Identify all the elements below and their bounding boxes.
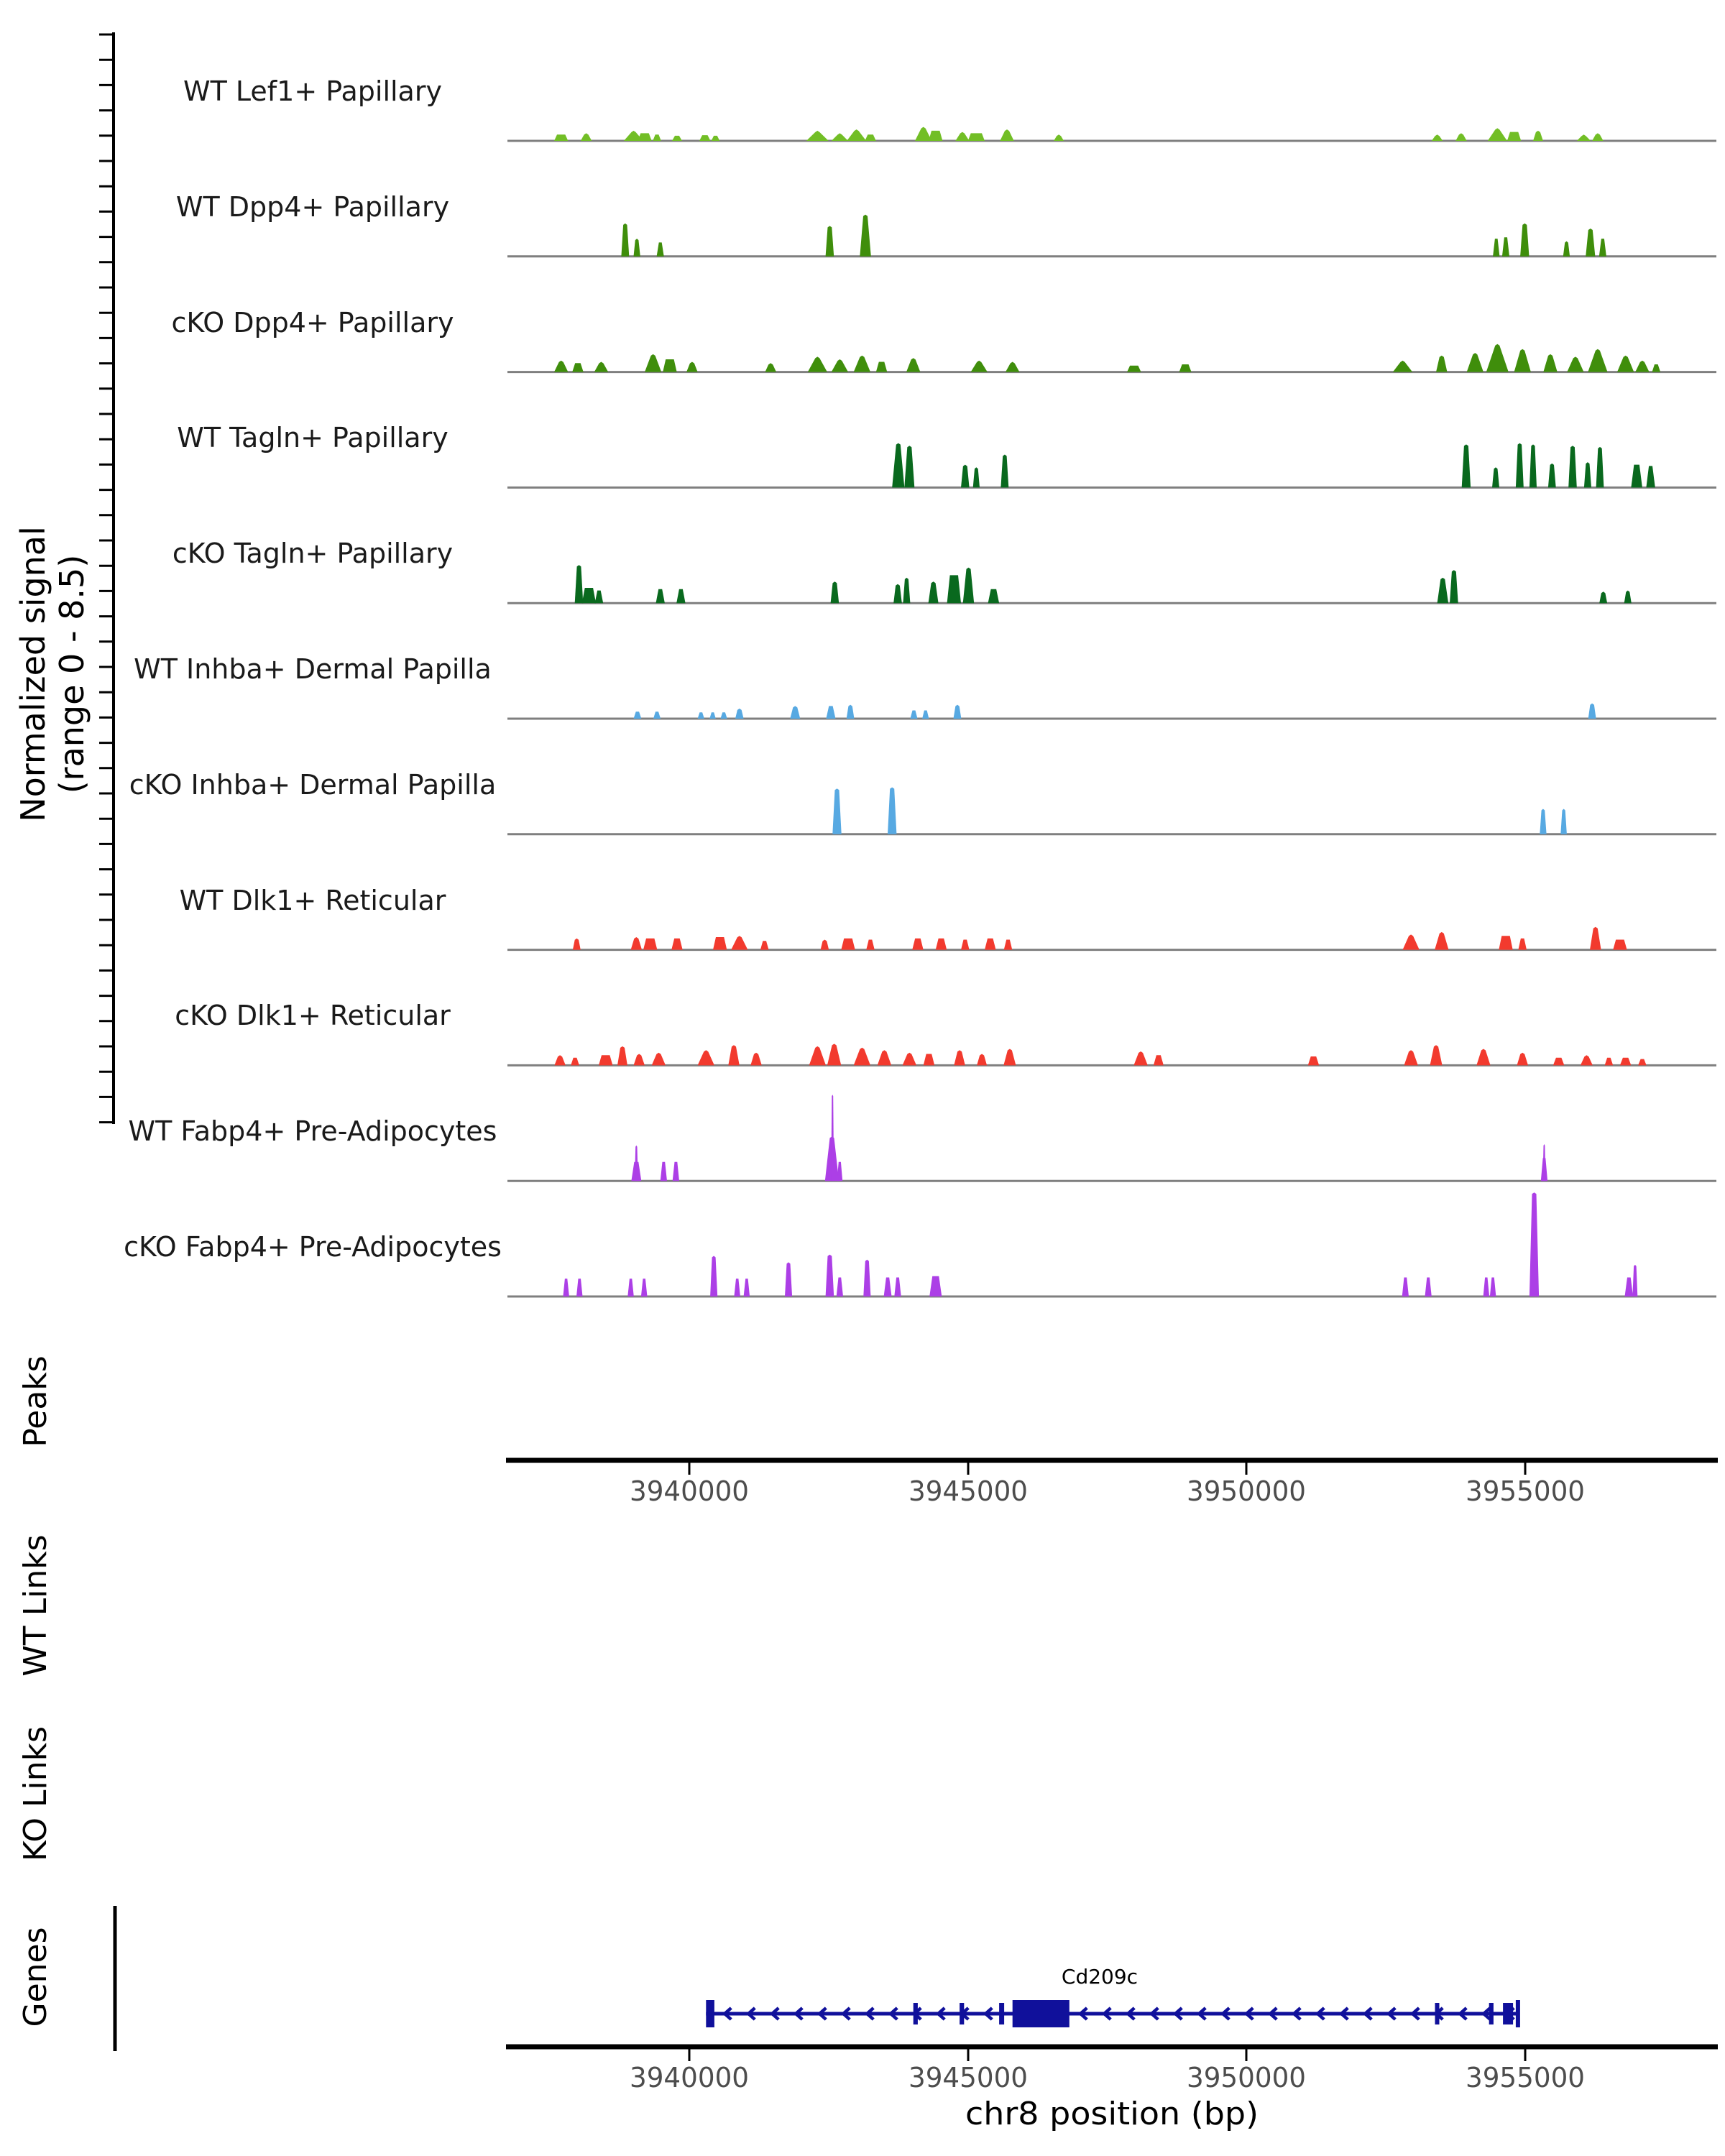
signal-peak: [1490, 1278, 1496, 1297]
signal-peak: [1403, 934, 1420, 949]
signal-peak: [826, 226, 834, 256]
signal-peak: [1530, 444, 1537, 487]
signal-peak: [961, 465, 970, 488]
gene-exon: [960, 2003, 964, 2024]
signal-peak: [1617, 356, 1634, 372]
signal-peak: [554, 361, 568, 372]
signal-peak: [638, 133, 651, 141]
signal-peak: [954, 705, 962, 719]
signal-peak: [884, 1278, 892, 1297]
signal-peak: [1514, 349, 1531, 372]
signal-peak: [1563, 241, 1570, 257]
signal-track: [507, 565, 1716, 603]
gene-exon: [1435, 2003, 1440, 2024]
signal-peak: [1530, 1192, 1539, 1296]
signal-peak: [653, 711, 661, 719]
gene-exon: [1013, 2000, 1070, 2027]
signal-peak: [645, 354, 661, 372]
signal-peak: [634, 1054, 645, 1066]
signal-peak: [973, 467, 980, 487]
signal-track: [507, 927, 1716, 950]
signal-peak: [1499, 936, 1512, 949]
signal-peak: [581, 133, 592, 141]
genome-axis-tick-label: 3940000: [630, 2062, 749, 2093]
signal-peak: [634, 711, 642, 719]
track-label-wt-dlk1: WT Dlk1+ Reticular: [179, 885, 446, 916]
signal-peak: [1404, 1050, 1418, 1065]
signal-peak: [599, 1055, 612, 1065]
signal-peak: [1568, 446, 1577, 487]
signal-peak: [698, 712, 704, 719]
signal-peak: [1436, 356, 1448, 372]
signal-peak: [876, 362, 888, 372]
signal-peak: [968, 133, 985, 141]
signal-peak: [710, 1256, 717, 1297]
track-label-cko-dpp4: cKO Dpp4+ Papillary: [171, 307, 454, 338]
signal-peak: [635, 1146, 638, 1181]
signal-peak: [712, 136, 720, 141]
signal-peak: [1502, 237, 1509, 257]
signal-peak: [929, 131, 942, 141]
signal-peak: [1553, 1058, 1565, 1066]
signal-peak: [713, 937, 727, 950]
track-label-cko-tagln: cKO Tagln+ Papillary: [172, 538, 454, 569]
signal-peak: [571, 1058, 579, 1066]
signal-peak: [1567, 356, 1583, 372]
signal-peak: [903, 1053, 916, 1066]
signal-peak: [735, 709, 744, 719]
signal-peak: [1493, 239, 1499, 257]
signal-peak: [595, 591, 604, 604]
signal-peak: [1599, 239, 1606, 257]
signal-peak: [915, 127, 932, 141]
gene-exon: [1489, 2003, 1494, 2024]
signal-peak: [750, 1053, 762, 1066]
signal-peak: [1652, 364, 1661, 372]
signal-peak: [785, 1262, 792, 1296]
signal-peak: [1588, 704, 1596, 719]
signal-peak: [698, 1050, 714, 1065]
genome-axis-tick-label: 3955000: [1466, 2062, 1585, 2093]
signal-peak: [720, 712, 727, 719]
x-axis-title: chr8 position (bp): [965, 2096, 1259, 2132]
signal-peak: [912, 939, 924, 950]
signal-peak: [1520, 224, 1529, 257]
signal-peak: [832, 788, 841, 834]
signal-peak: [1586, 229, 1595, 257]
signal-track: [507, 1044, 1716, 1065]
signal-peak: [832, 133, 848, 141]
signal-peak: [1543, 1144, 1546, 1181]
signal-peak: [631, 937, 643, 950]
signal-peak: [1430, 1045, 1443, 1065]
peaks-axis-tick-label: 3955000: [1466, 1475, 1585, 1507]
track-label-cko-fabp4: cKO Fabp4+ Pre-Adipocytes: [124, 1231, 502, 1263]
signal-peak: [676, 589, 685, 603]
normalized-signal-axis-ticks: [99, 34, 114, 1123]
signal-peak: [826, 706, 835, 719]
signal-track: [507, 788, 1716, 834]
signal-peak: [809, 1046, 826, 1066]
signal-peak: [1560, 809, 1567, 834]
signal-peak: [1533, 131, 1543, 141]
signal-peak: [888, 788, 896, 834]
signal-track: [507, 127, 1716, 141]
signal-peak: [929, 1276, 942, 1296]
signal-peak: [847, 129, 866, 141]
signal-peak: [1488, 128, 1507, 141]
signal-peak: [1127, 366, 1141, 372]
signal-peak: [906, 358, 920, 372]
signal-peak: [903, 578, 910, 603]
y-axis-label-line2: (range 0 - 8.5): [52, 554, 91, 794]
signal-peak: [985, 939, 996, 950]
track-label-wt-dpp4: WT Dpp4+ Papillary: [175, 191, 450, 223]
signal-peak: [1599, 591, 1607, 603]
y-axis-label-line1: Normalized signal: [14, 526, 52, 822]
signal-peak: [582, 588, 596, 603]
signal-peak: [1462, 444, 1471, 487]
signal-peak: [1507, 132, 1521, 141]
signal-peak: [573, 939, 581, 950]
signal-peak: [643, 939, 657, 950]
signal-peak: [1006, 362, 1019, 372]
signal-peak: [922, 711, 929, 719]
signal-peak: [1590, 927, 1601, 950]
signal-peak: [653, 134, 661, 141]
gene-name-label: Cd209c: [1061, 1965, 1138, 1989]
signal-peak: [1179, 364, 1192, 372]
signal-peak: [831, 581, 840, 603]
signal-peak: [554, 134, 568, 141]
signal-peak: [827, 1044, 841, 1065]
signal-peak: [1581, 1055, 1593, 1065]
signal-peak: [554, 1055, 566, 1065]
signal-peak: [1596, 447, 1604, 488]
genome-axis-tick-label: 3945000: [908, 2062, 1028, 2093]
signal-peak: [1154, 1055, 1164, 1065]
signal-peak: [904, 446, 914, 487]
signal-peak: [837, 1278, 843, 1297]
signal-peak: [634, 239, 640, 257]
signal-peak: [1308, 1056, 1320, 1065]
signal-peak: [860, 215, 871, 257]
signal-peak: [947, 575, 961, 603]
signal-track: [507, 1095, 1716, 1181]
gene-exon: [999, 2003, 1004, 2024]
signal-peak: [572, 363, 584, 372]
signal-peak: [1133, 1051, 1147, 1065]
gene-exon: [1516, 2000, 1520, 2027]
signal-peak: [1605, 1058, 1614, 1066]
signal-peak: [865, 134, 876, 141]
track-label-wt-lef1: WT Lef1+ Papillary: [183, 75, 442, 107]
signal-peak: [734, 1279, 740, 1296]
signal-peak: [1620, 1058, 1632, 1066]
signal-track: [507, 1192, 1716, 1296]
signal-peak: [977, 1054, 987, 1066]
signal-peak: [1638, 1059, 1647, 1066]
section-label-peaks: Peaks: [17, 1355, 54, 1447]
signal-peak: [744, 1279, 750, 1296]
signal-peak: [894, 1278, 901, 1297]
signal-peak: [936, 939, 947, 950]
signal-peak: [1517, 1053, 1529, 1066]
signal-peak: [971, 361, 988, 372]
signal-peak: [1518, 939, 1527, 950]
peaks-axis-tick-label: 3950000: [1187, 1475, 1306, 1507]
signal-peak: [1054, 134, 1064, 141]
signal-tracks: [507, 127, 1716, 1296]
signal-peak: [1476, 1049, 1490, 1066]
track-label-wt-inhba: WT Inhba+ Dermal Papilla: [134, 653, 492, 685]
signal-peak: [841, 939, 855, 950]
signal-peak: [656, 589, 665, 603]
signal-peak: [657, 242, 664, 256]
gene-exon: [706, 2000, 714, 2027]
peaks-axis-tick-label: 3940000: [630, 1475, 749, 1507]
signal-peak: [1003, 1049, 1016, 1066]
signal-peak: [924, 1054, 935, 1066]
signal-peak: [1625, 1278, 1634, 1297]
signal-peak: [673, 1162, 679, 1181]
signal-peak: [661, 1162, 667, 1181]
signal-peak: [728, 1045, 740, 1065]
signal-peak: [1646, 466, 1655, 487]
gene-model-cd209c: [706, 2000, 1520, 2027]
signal-peak: [1624, 591, 1632, 604]
signal-peak: [963, 568, 975, 603]
signal-peak: [1450, 570, 1458, 603]
track-label-cko-dlk1: cKO Dlk1+ Reticular: [175, 1000, 451, 1031]
signal-peak: [1540, 809, 1546, 834]
signal-peak: [731, 936, 748, 949]
section-label-wt-links: WT Links: [17, 1534, 54, 1677]
signal-peak: [847, 705, 855, 719]
track-label-wt-fabp4: WT Fabp4+ Pre-Adipocytes: [128, 1115, 497, 1147]
signal-peak: [929, 581, 939, 603]
signal-peak: [672, 136, 682, 141]
signal-peak: [709, 712, 716, 719]
signal-peak: [563, 1279, 569, 1296]
signal-track: [507, 443, 1716, 488]
signal-peak: [765, 363, 777, 372]
signal-peak: [575, 565, 584, 603]
section-label-genes: Genes: [17, 1927, 54, 2027]
signal-peak: [961, 940, 970, 950]
signal-peak: [1632, 1265, 1637, 1296]
signal-peak: [621, 224, 629, 257]
signal-peak: [821, 940, 829, 950]
signal-peak: [1635, 361, 1649, 372]
signal-peak: [988, 589, 1000, 603]
signal-track: [507, 704, 1716, 719]
signal-peak: [893, 584, 902, 604]
signal-track: [507, 344, 1716, 372]
signal-peak: [1516, 443, 1524, 488]
signal-peak: [617, 1046, 627, 1066]
signal-peak: [1000, 129, 1013, 141]
signal-peak: [641, 1279, 648, 1296]
signal-peak: [663, 359, 676, 372]
peaks-axis-tick-label: 3945000: [908, 1475, 1028, 1507]
signal-peak: [1577, 134, 1591, 141]
track-label-cko-inhba: cKO Inhba+ Dermal Papilla: [129, 769, 497, 801]
signal-peak: [866, 940, 875, 950]
genome-axis-tick-label: 3950000: [1187, 2062, 1306, 2093]
signal-peak: [1588, 349, 1607, 372]
signal-peak: [576, 1279, 583, 1296]
signal-peak: [699, 135, 711, 141]
signal-peak: [652, 1053, 666, 1066]
signal-track: [507, 215, 1716, 257]
signal-peak: [808, 356, 827, 372]
signal-peak: [627, 1279, 634, 1296]
gene-exon: [1503, 2003, 1513, 2024]
track-label-wt-tagln: WT Tagln+ Papillary: [177, 422, 448, 453]
signal-peak: [954, 1050, 965, 1065]
signal-peak: [837, 1162, 843, 1181]
signal-peak: [1492, 467, 1499, 487]
signal-peak: [1438, 578, 1449, 603]
signal-peak: [1584, 462, 1591, 487]
signal-peak: [854, 1048, 870, 1066]
signal-peak: [594, 362, 608, 372]
signal-peak: [826, 1255, 834, 1296]
signal-peak: [1548, 464, 1556, 488]
signal-peak: [760, 941, 769, 949]
signal-peak: [863, 1260, 870, 1296]
signal-peak: [1543, 354, 1557, 372]
signal-peak: [1402, 1278, 1409, 1297]
signal-peak: [832, 359, 848, 372]
gene-exon: [914, 2003, 918, 2024]
signal-peak: [854, 356, 870, 372]
signal-peak: [1613, 940, 1627, 950]
signal-peak: [1425, 1278, 1432, 1297]
signal-peak: [910, 711, 917, 719]
signal-peak: [831, 1095, 834, 1181]
signal-peak: [686, 362, 698, 372]
signal-peak: [1486, 344, 1509, 372]
signal-peak: [1455, 133, 1467, 141]
signal-peak: [892, 443, 904, 488]
section-label-ko-links: KO Links: [17, 1726, 54, 1862]
signal-peak: [806, 131, 829, 141]
signal-peak: [1631, 465, 1642, 488]
signal-peak: [1467, 353, 1484, 372]
signal-peak: [1484, 1278, 1490, 1297]
signal-peak: [1000, 455, 1008, 488]
signal-peak: [671, 939, 683, 950]
signal-peak: [1004, 940, 1013, 950]
signal-peak: [1592, 133, 1604, 141]
signal-peak: [878, 1050, 891, 1065]
signal-peak: [955, 132, 969, 141]
signal-peak: [1393, 361, 1412, 372]
signal-peak: [1435, 932, 1448, 950]
signal-peak: [1432, 134, 1443, 141]
signal-peak: [790, 706, 800, 719]
